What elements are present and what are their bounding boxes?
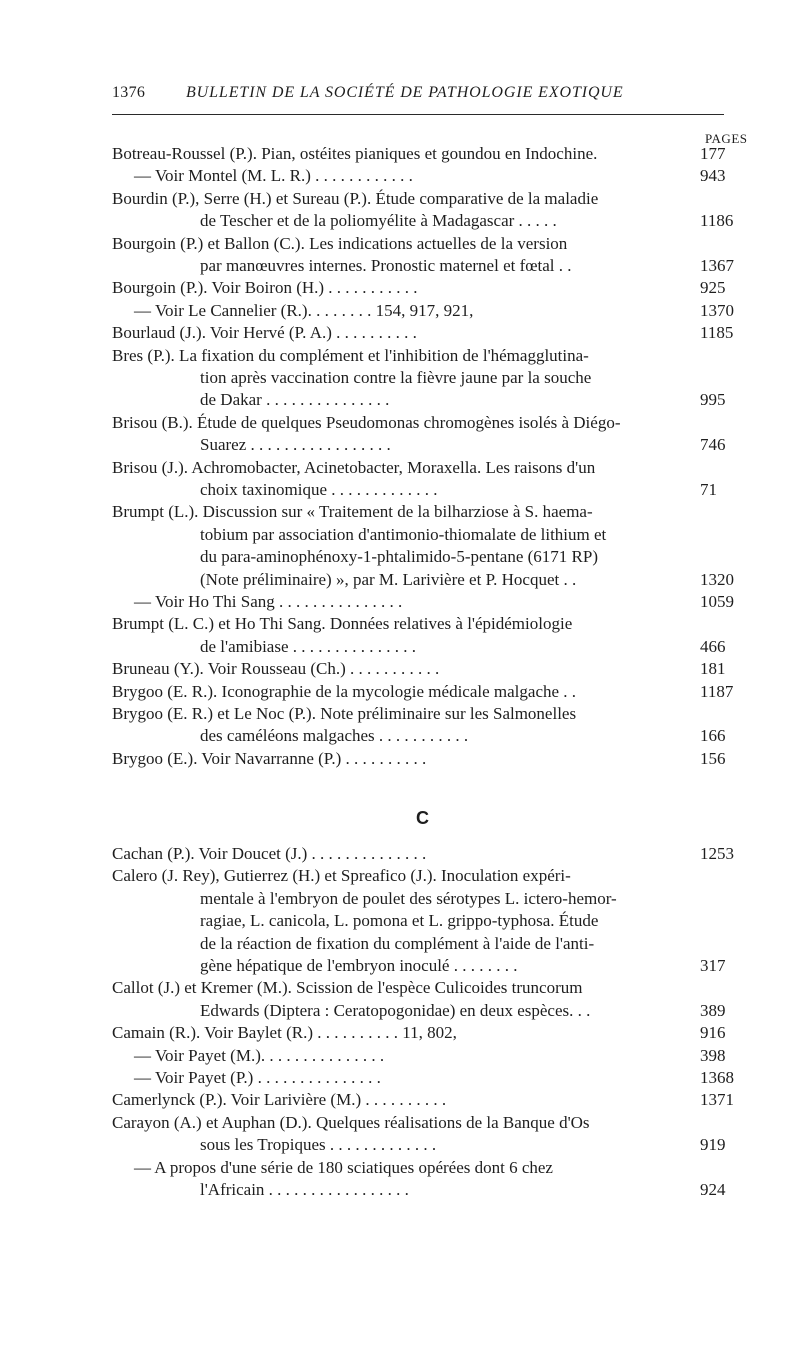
entry-page-reference: 181 bbox=[700, 659, 726, 679]
entry-heading-line: Brumpt (L.). Discussion sur « Traitement de la bilharziose à S. haema- bbox=[112, 502, 593, 522]
entry-heading-line: Brygoo (E.). Voir Navarranne (P.) . . . . . . . . . . bbox=[112, 748, 427, 768]
entry-page-reference: 389 bbox=[700, 1000, 726, 1020]
entry-page-reference: 1371 bbox=[700, 1090, 734, 1110]
entry-page-reference: 916 bbox=[700, 1023, 726, 1043]
entry-continuation-line: Suarez . . . . . . . . . . . . . . . . . bbox=[200, 435, 391, 455]
entry-page-reference: 1186 bbox=[700, 211, 734, 231]
entry-heading-line: — A propos d'une série de 180 sciatiques opérées dont 6 chez bbox=[134, 1157, 553, 1177]
entry-page-reference: 919 bbox=[700, 1135, 726, 1155]
entry-heading-line: Camerlynck (P.). Voir Larivière (M.) . . . . . . . . . . bbox=[112, 1090, 447, 1110]
entry-page-reference: 925 bbox=[700, 278, 726, 298]
entry-page-reference: 995 bbox=[700, 390, 726, 410]
entry-continuation-line: de l'amibiase . . . . . . . . . . . . . . . bbox=[200, 636, 417, 656]
entry-page-reference: 177 bbox=[700, 144, 726, 163]
entry-heading-line: Callot (J.) et Kremer (M.). Scission de l'espèce Culicoides truncorum bbox=[112, 978, 583, 998]
entry-heading-line: — Voir Payet (P.) . . . . . . . . . . . . . . . bbox=[134, 1068, 381, 1087]
entry-heading-line: — Voir Payet (M.). . . . . . . . . . . . . . . bbox=[134, 1045, 385, 1065]
entry-page-reference: 1320 bbox=[700, 569, 734, 589]
entry-page-reference: 1059 bbox=[700, 592, 734, 611]
entry-heading-line: — Voir Le Cannelier (R.). . . . . . . . 154, 917, 921, bbox=[134, 300, 474, 320]
entry-heading-line: Bruneau (Y.). Voir Rousseau (Ch.) . . . . . . . . . . . bbox=[112, 659, 440, 679]
entry-continuation-line: tobium par association d'antimonio-thiomalate de lithium et bbox=[200, 524, 607, 544]
entry-page-reference: 398 bbox=[700, 1045, 726, 1065]
entry-page-reference: 943 bbox=[700, 166, 726, 186]
entry-page-reference: 317 bbox=[700, 955, 726, 975]
entry-continuation-line: de Tescher et de la poliomyélite à Madagascar . . . . . bbox=[200, 211, 557, 231]
entry-continuation-line: ragiae, L. canicola, L. pomona et L. grippo-typhosa. Étude bbox=[200, 911, 599, 931]
entry-heading-line: Bourlaud (J.). Voir Hervé (P. A.) . . . . . . . . . . bbox=[112, 323, 417, 343]
entry-heading-line: Calero (J. Rey), Gutierrez (H.) et Spreafico (J.). Inoculation expéri- bbox=[112, 866, 571, 886]
entry-page-reference: 166 bbox=[700, 726, 726, 746]
entry-page-reference: 1253 bbox=[700, 844, 734, 863]
running-head bbox=[112, 84, 702, 106]
entry-continuation-line: de la réaction de fixation du complément à l'aide de l'anti- bbox=[200, 933, 595, 953]
pages-column-label: PAGES bbox=[705, 131, 748, 146]
entry-page-reference: 71 bbox=[700, 479, 717, 499]
entry-page-reference: 1370 bbox=[700, 300, 734, 320]
entry-heading-line: Bourgoin (P.). Voir Boiron (H.) . . . . . . . . . . . bbox=[112, 278, 418, 298]
page-number: 1376 bbox=[112, 84, 146, 101]
entry-continuation-line: de Dakar . . . . . . . . . . . . . . . bbox=[200, 390, 390, 410]
entry-continuation-line: choix taxinomique . . . . . . . . . . . . . bbox=[200, 479, 438, 499]
entry-page-reference: 924 bbox=[700, 1179, 726, 1199]
entry-continuation-line: par manœuvres internes. Pronostic maternel et fœtal . . bbox=[200, 255, 572, 275]
entry-continuation-line: mentale à l'embryon de poulet des sérotypes L. ictero-hemor- bbox=[200, 888, 617, 908]
entry-heading-line: Bourgoin (P.) et Ballon (C.). Les indications actuelles de la version bbox=[112, 233, 568, 253]
entry-heading-line: Brumpt (L. C.) et Ho Thi Sang. Données relatives à l'épidémiologie bbox=[112, 614, 573, 634]
entry-heading-line: Bourdin (P.), Serre (H.) et Sureau (P.). Étude comparative de la maladie bbox=[112, 188, 599, 208]
entry-heading-line: Brisou (B.). Étude de quelques Pseudomonas chromogènes isolés à Diégo- bbox=[112, 412, 621, 432]
entry-heading-line: Brygoo (E. R.). Iconographie de la mycologie médicale malgache . . bbox=[112, 681, 577, 701]
entry-continuation-line: des caméléons malgaches . . . . . . . . . . . bbox=[200, 726, 469, 746]
header-rule bbox=[112, 114, 724, 115]
entry-heading-line: Botreau-Roussel (P.). Pian, ostéites pianiques et goundou en Indochine. bbox=[112, 144, 598, 163]
entry-heading-line: Cachan (P.). Voir Doucet (J.) . . . . . . . . . . . . . . bbox=[112, 844, 427, 863]
entry-heading-line: Brygoo (E. R.) et Le Noc (P.). Note préliminaire sur les Salmonelles bbox=[112, 704, 577, 723]
entry-continuation-line: du para-aminophénoxy-1-phtalimido-5-pentane (6171 RP) bbox=[200, 547, 598, 567]
section-letter-c: C bbox=[416, 808, 429, 828]
entry-continuation-line: (Note préliminaire) », par M. Larivière et P. Hocquet . . bbox=[200, 569, 577, 589]
entry-page-reference: 1185 bbox=[700, 323, 734, 343]
entry-page-reference: 746 bbox=[700, 435, 726, 455]
entry-page-reference: 466 bbox=[700, 636, 726, 656]
entry-page-reference: 1367 bbox=[700, 255, 734, 275]
journal-title: BULLETIN DE LA SOCIÉTÉ DE PATHOLOGIE EXOTIQUE bbox=[186, 84, 624, 101]
entry-heading-line: Bres (P.). La fixation du complément et l'inhibition de l'hémagglutina- bbox=[112, 345, 589, 365]
entry-continuation-line: tion après vaccination contre la fièvre jaune par la souche bbox=[200, 367, 592, 387]
entry-heading-line: Carayon (A.) et Auphan (D.). Quelques réalisations de la Banque d'Os bbox=[112, 1112, 590, 1132]
entry-heading-line: Brisou (J.). Achromobacter, Acinetobacter, Moraxella. Les raisons d'un bbox=[112, 457, 596, 477]
entry-heading-line: Camain (R.). Voir Baylet (R.) . . . . . . . . . . 11, 802, bbox=[112, 1023, 457, 1043]
entry-continuation-line: gène hépatique de l'embryon inoculé . . . . . . . . bbox=[200, 955, 518, 975]
entry-continuation-line: Edwards (Diptera : Ceratopogonidae) en deux espèces. . . bbox=[200, 1000, 591, 1020]
entry-page-reference: 156 bbox=[700, 748, 726, 768]
entry-heading-line: — Voir Montel (M. L. R.) . . . . . . . . . . . . bbox=[134, 166, 413, 186]
entry-heading-line: — Voir Ho Thi Sang . . . . . . . . . . . . . . . bbox=[134, 592, 403, 611]
entry-continuation-line: l'Africain . . . . . . . . . . . . . . . . . bbox=[200, 1179, 409, 1199]
entry-page-reference: 1368 bbox=[700, 1068, 734, 1087]
entry-continuation-line: sous les Tropiques . . . . . . . . . . . . . bbox=[200, 1135, 437, 1155]
entry-page-reference: 1187 bbox=[700, 681, 734, 701]
